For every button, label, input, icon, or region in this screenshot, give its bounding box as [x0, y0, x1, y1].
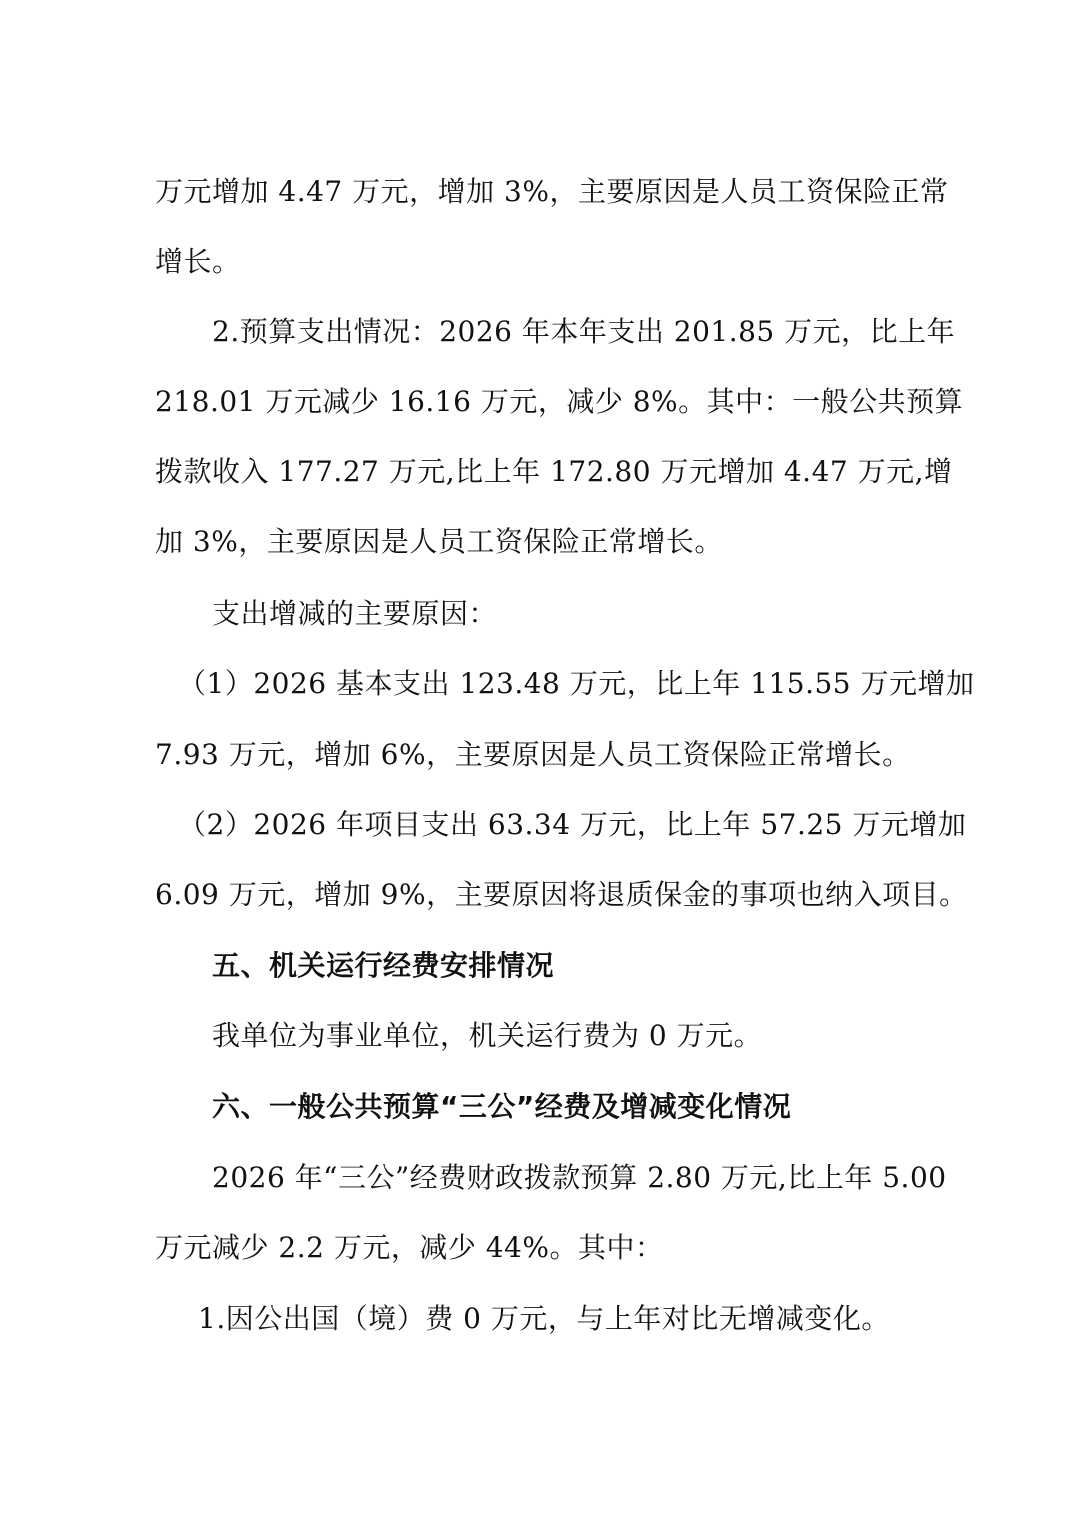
body-text-line: 6.09 万元，增加 9%，主要原因将退质保金的事项也纳入项目。	[155, 878, 968, 911]
body-text-line: 加 3%，主要原因是人员工资保险正常增长。	[155, 525, 723, 558]
body-text-line: 万元减少 2.2 万元，减少 44%。其中：	[155, 1231, 664, 1264]
body-text-line: 支出增减的主要原因：	[212, 597, 498, 630]
list-item-numbered-1: 1.因公出国（境）费 0 万元，与上年对比无增减变化。	[198, 1302, 890, 1335]
body-text-line: 我单位为事业单位，机关运行费为 0 万元。	[212, 1019, 763, 1052]
body-text-line: 7.93 万元，增加 6%，主要原因是人员工资保险正常增长。	[155, 738, 911, 771]
body-text-line: 2026 年“三公”经费财政拨款预算 2.80 万元,比上年 5.00	[212, 1161, 947, 1194]
body-text-line: 218.01 万元减少 16.16 万元，减少 8%。其中：一般公共预算	[155, 385, 964, 418]
body-text-line: 增长。	[155, 245, 241, 278]
body-text-line: 2.预算支出情况：2026 年本年支出 201.85 万元，比上年	[212, 315, 956, 348]
section-heading-5: 五、机关运行经费安排情况	[212, 949, 555, 982]
body-text-line: 拨款收入 177.27 万元,比上年 172.80 万元增加 4.47 万元,增	[155, 455, 953, 488]
list-item-2: （2）2026 年项目支出 63.34 万元，比上年 57.25 万元增加	[178, 808, 967, 841]
body-text-line: 万元增加 4.47 万元，增加 3%，主要原因是人员工资保险正常	[155, 175, 949, 208]
section-heading-6: 六、一般公共预算“三公”经费及增减变化情况	[212, 1090, 792, 1123]
list-item-1: （1）2026 基本支出 123.48 万元，比上年 115.55 万元增加	[178, 667, 975, 700]
